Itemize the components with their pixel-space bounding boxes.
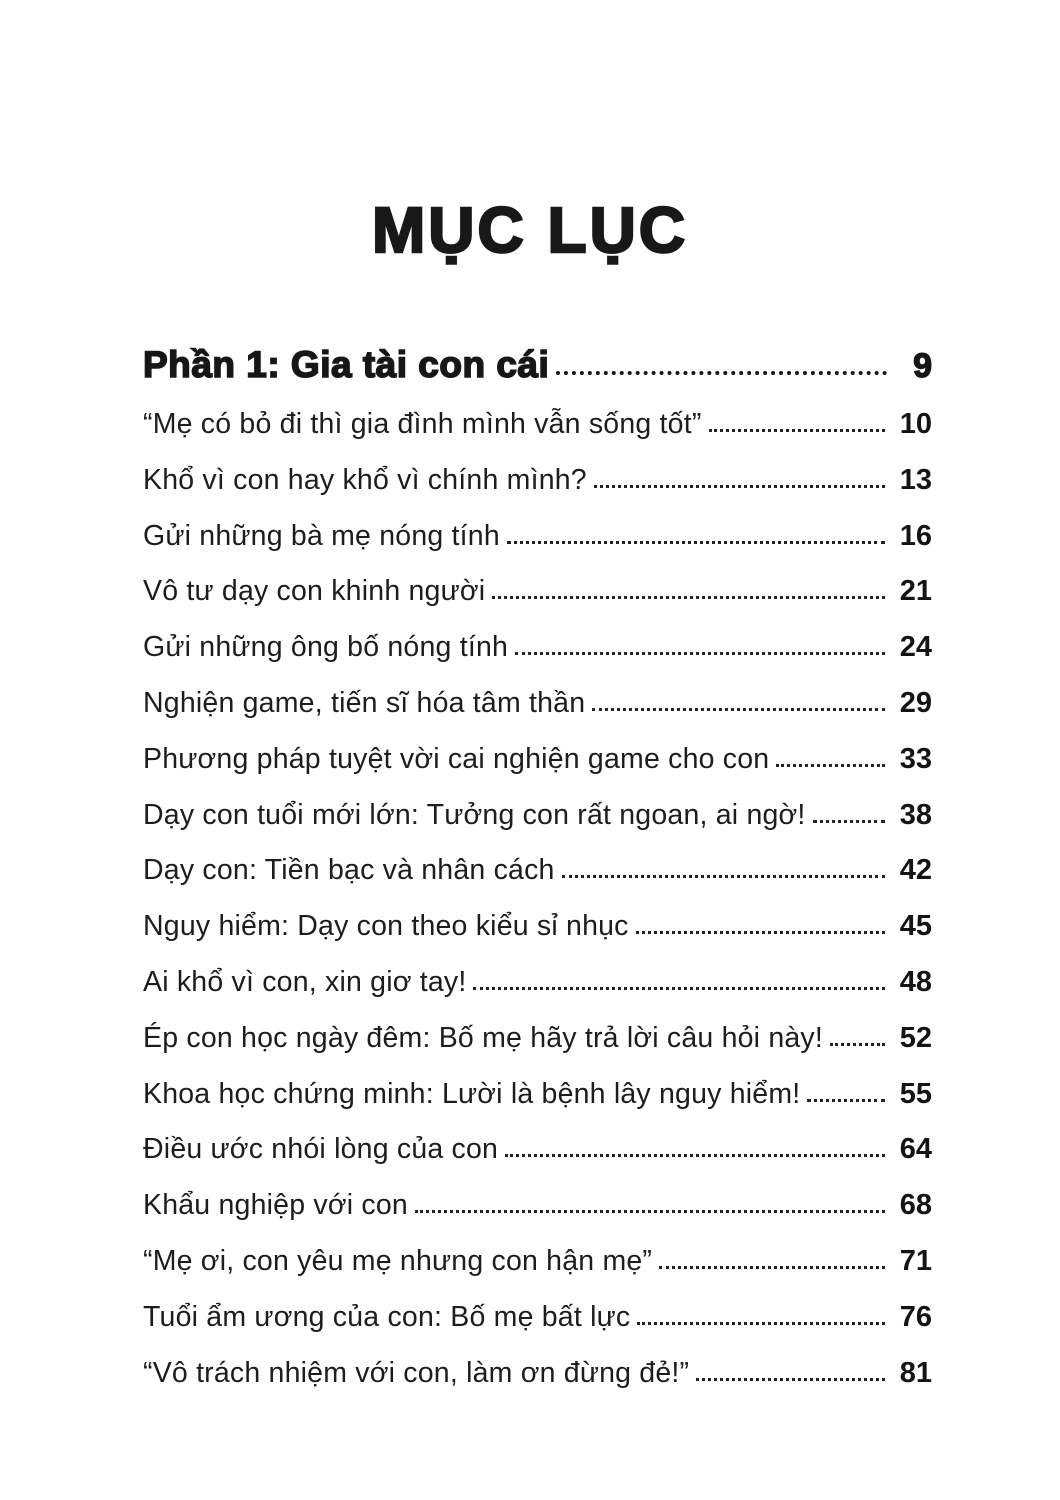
toc-entry-page-number: 64 [899, 1133, 932, 1166]
toc-entry-row [143, 1018, 932, 1074]
page-title: MỤC LỤC [371, 194, 689, 266]
toc-entry-row [143, 1353, 932, 1409]
toc-entry-page-number: 13 [899, 463, 932, 496]
toc-entry-page-number: 24 [899, 631, 932, 664]
toc-entry-page-number: 76 [899, 1300, 932, 1333]
toc-entry-title: “Mẹ ơi, con yêu mẹ nhưng con hận mẹ” [143, 1244, 653, 1277]
toc-entry-page-number: 21 [899, 575, 932, 608]
toc-entry-row [143, 683, 932, 739]
toc-entry-title: Khẩu nghiệp với con [143, 1189, 408, 1222]
toc-entry-page-number: 42 [899, 854, 932, 887]
dot-leader [776, 764, 885, 767]
toc-entry-row [143, 795, 932, 851]
toc-entry-page-number: 38 [899, 798, 932, 831]
dot-leader [415, 1210, 885, 1213]
dot-leader [659, 1266, 885, 1269]
toc-entry-row [143, 906, 932, 962]
toc-entry-row [143, 962, 932, 1018]
table-of-contents [143, 344, 932, 1408]
toc-entry-title: Khoa học chứng minh: Lười là bệnh lây nguy hiểm! [143, 1077, 801, 1110]
toc-entry-page-number: 68 [899, 1189, 932, 1222]
toc-entry-page-number: 29 [899, 686, 932, 719]
toc-entry-page-number: 33 [899, 742, 932, 775]
dot-leader [562, 875, 885, 878]
toc-entry-row [143, 627, 932, 683]
toc-entry-page-number: 16 [899, 519, 932, 552]
toc-entry-title: Phương pháp tuyệt vời cai nghiện game cho con [143, 742, 770, 775]
toc-entry-page-number: 45 [899, 910, 932, 943]
toc-entry-row [143, 404, 932, 460]
toc-entry-row [143, 739, 932, 795]
toc-entry-title: Ép con học ngày đêm: Bố mẹ hãy trả lời câu hỏi này! [143, 1021, 824, 1054]
dot-leader [556, 371, 887, 375]
toc-section-header [143, 344, 932, 386]
toc-entry-list [143, 404, 932, 1408]
dot-leader [594, 485, 885, 488]
toc-entry-row [143, 1297, 932, 1353]
dot-leader [636, 931, 885, 934]
dot-leader [637, 1322, 885, 1325]
toc-entry-title: Gửi những bà mẹ nóng tính [143, 519, 500, 552]
dot-leader [830, 1043, 885, 1046]
toc-entry-page-number: 81 [899, 1356, 932, 1389]
dot-leader [813, 820, 885, 823]
dot-leader [807, 1099, 885, 1102]
toc-entry-title: “Vô trách nhiệm với con, làm ơn đừng đẻ!” [143, 1356, 690, 1389]
toc-entry-title: Nguy hiểm: Dạy con theo kiểu sỉ nhục [143, 910, 629, 943]
dot-leader [515, 652, 885, 655]
toc-entry-title: Gửi những ông bố nóng tính [143, 631, 509, 664]
dot-leader [505, 1154, 885, 1157]
toc-entry-title: Nghiện game, tiến sĩ hóa tâm thần [143, 686, 586, 719]
toc-entry-title: Khổ vì con hay khổ vì chính mình? [143, 463, 587, 496]
toc-entry-title: Dạy con: Tiền bạc và nhân cách [143, 854, 555, 887]
toc-entry-title: “Mẹ có bỏ đi thì gia đình mình vẫn sống tốt” [143, 408, 702, 440]
dot-leader [696, 1378, 885, 1381]
toc-entry-row [143, 516, 932, 572]
dot-leader [507, 541, 885, 544]
toc-entry-row [143, 460, 932, 516]
toc-entry-page-number: 10 [899, 408, 932, 440]
dot-leader [592, 708, 885, 711]
section-page-number: 9 [913, 347, 932, 385]
toc-entry-page-number: 48 [899, 965, 932, 998]
dot-leader [492, 596, 885, 599]
toc-entry-row [143, 1185, 932, 1241]
dot-leader [473, 987, 885, 990]
toc-entry-row [143, 1241, 932, 1297]
toc-entry-title: Điều ước nhói lòng của con [143, 1133, 499, 1166]
toc-entry-title: Dạy con tuổi mới lớn: Tưởng con rất ngoan, ai ngờ! [143, 798, 806, 831]
toc-entry-row [143, 1074, 932, 1130]
section-title: Phần 1: Gia tài con cái [143, 344, 550, 385]
toc-entry-row [143, 571, 932, 627]
toc-entry-title: Tuổi ẩm ương của con: Bố mẹ bất lực [143, 1300, 631, 1333]
toc-entry-row [143, 850, 932, 906]
toc-entry-page-number: 55 [899, 1077, 932, 1110]
toc-entry-title: Ai khổ vì con, xin giơ tay! [143, 965, 467, 998]
toc-entry-page-number: 52 [899, 1021, 932, 1054]
toc-entry-title: Vô tư dạy con khinh người [143, 575, 486, 608]
dot-leader [709, 429, 885, 432]
toc-entry-page-number: 71 [899, 1244, 932, 1277]
toc-entry-row [143, 1129, 932, 1185]
